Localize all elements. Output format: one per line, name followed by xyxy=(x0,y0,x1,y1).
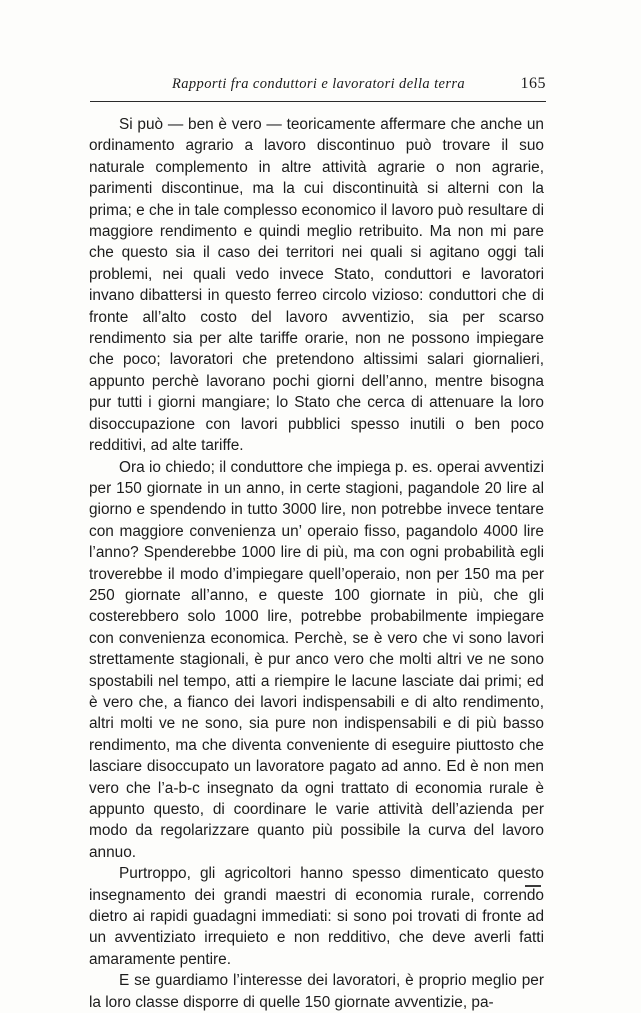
paragraph-2: Ora io chiedo; il conduttore che impiega p. es. operai avventizi per 150 giornate in un anno, in certe stagioni, pagandole 20 lire al giorno e spendendo in tutto 3000 lire, non potrebbe invece tentare con maggiore convenienza un’ operaio fisso, pagandolo 4000 lire l’anno? Spenderebbe 1000 lire di più, ma con ogni probabilità egli troverebbe il modo d’impiegare quell’operaio, non per 150 ma per 250 giornate all’anno, e queste 100 giornate in più, che gli costerebbero solo 1000 lire, potrebbe probabilmente impiegare con convenienza economica. Perchè, se è vero che vi sono lavori strettamente stagionali, è pur anco vero che molti altri ve ne sono spostabili nel tempo, atti a riempire le lacune lasciate dai primi; ed è vero che, a fianco dei lavori indispensabili e di alto rendimento, altri molti ve ne sono, sia pure non indispensabili e di più basso rendimento, ma che diventa conveniente di eseguire piuttosto che lasciare disoccupato un lavoratore pagato ad anno. Ed è non men vero che l’a-b-c insegnato da ogni trattato di economia rurale è appunto questo, di coordinare le varie attività dell’azienda per modo da regolarizzare quanto più possibile la curva del lavoro annuo. xyxy=(89,458,544,861)
page-number: 165 xyxy=(520,75,546,92)
footer-mark xyxy=(525,885,541,887)
running-title: Rapporti fra conduttori e lavoratori della terra xyxy=(172,76,466,92)
header-rule xyxy=(90,101,546,102)
paragraph-4: E se guardiamo l’interesse dei lavoratori, è proprio meglio per la loro classe disporre di quelle 150 giornate avventizie, pa- xyxy=(89,972,544,1011)
paragraph-1: Si può — ben è vero — teoricamente affermare che anche un ordinamento agrario a lavoro discontinuo può trovare il suo naturale complemento in altre attività agrarie o non agrarie, parimenti discontinue, ma la cui discontinuità si alterni con la prima; e che in tale complesso economico il lavoro può resultare di maggiore rendimento e quindi meglio retribuito. Ma non mi pare che questo sia il caso dei territori nei quali si agitano oggi tali problemi, nei quali vedo invece Stato, conduttori e lavoratori invano dibattersi in questo ferreo circolo vizioso: conduttori che di fronte all’alto costo del lavoro avventizio, sia per scarso rendimento sia per alte tariffe orarie, non ne possono impiegare che poco; lavoratori che pretendono altissimi salari giornalieri, appunto perchè lavorano pochi giorni dell’anno, mentre bisogna pur tutti i giorni mangiare; lo Stato che cerca di attenuare la loro disoccupazione con lavori pubblici spesso inutili o ben poco redditivi, ad alte tariffe. xyxy=(89,116,544,455)
body-text xyxy=(89,114,544,1013)
running-head xyxy=(90,76,546,100)
paragraph-3: Purtroppo, gli agricoltori hanno spesso dimenticato questo insegnamento dei grandi maestri di economia rurale, correndo dietro ai rapidi guadagni immediati: si sono poi trovati di fronte ad un avventiziato irrequieto e non redditivo, che deve averli fatti amaramente pentire. xyxy=(89,865,544,968)
